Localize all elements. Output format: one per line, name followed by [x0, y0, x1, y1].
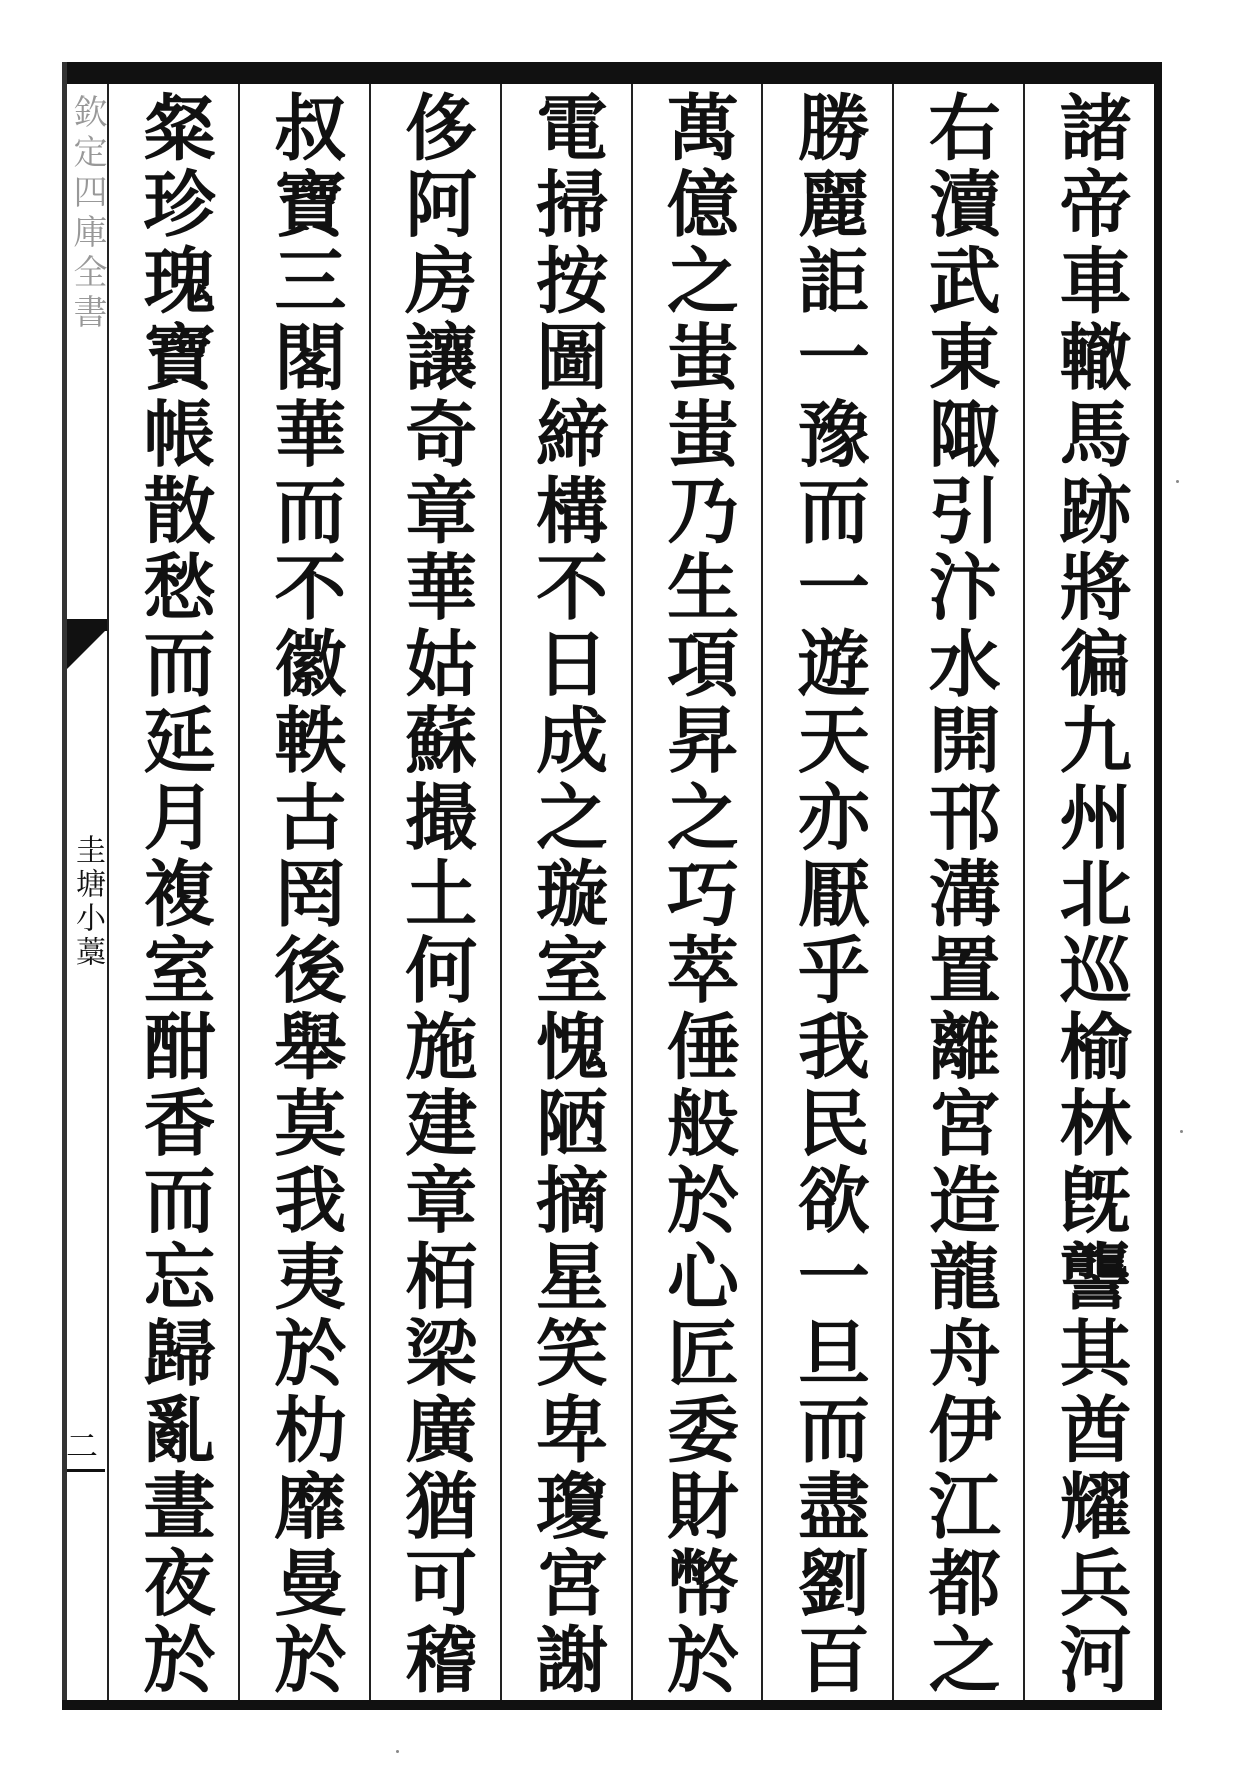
- column-text: 勝麗詎一豫而一遊天亦厭乎我民欲一旦而盡劉百: [785, 90, 871, 1699]
- text-column: [761, 84, 892, 1700]
- scan-speck: [1180, 1130, 1183, 1133]
- frame-bottom-border: [62, 1700, 1162, 1710]
- fold-margin-page-rule: [67, 1469, 105, 1472]
- text-column: [107, 84, 238, 1700]
- column-text: 粲珍瑰寶帳散愁而延月複室酣香而忘歸亂晝夜於: [131, 90, 217, 1699]
- text-column: [238, 84, 369, 1700]
- fold-margin-title: 欽定四庫全書: [67, 94, 107, 334]
- fold-margin-page-number: 二: [61, 1429, 99, 1461]
- column-text: 電掃按圖締構不日成之璇室愧陋摘星笑卑瓊宮謝: [524, 90, 610, 1699]
- column-text: 諸帝車轍馬跡將徧九州北巡榆林旣讋其酋耀兵河: [1047, 90, 1133, 1699]
- column-text: 萬億之蚩蚩乃生項昇之巧萃倕般於心匠委財幣於: [654, 90, 740, 1699]
- text-column: [1023, 84, 1154, 1700]
- scan-speck: [396, 1750, 399, 1753]
- scan-speck: [1176, 480, 1179, 483]
- column-text: 侈阿房讓奇章華姑蘇撮土何施建章栢梁廣猶可稽: [393, 90, 479, 1699]
- text-column: [369, 84, 500, 1700]
- text-column: [631, 84, 762, 1700]
- frame-right-border: [1154, 62, 1162, 1710]
- fold-margin: [61, 84, 109, 1700]
- column-text: 叔寶三閣華而不徽軼古罔後舉莫我夷於朸靡曼於: [262, 90, 348, 1699]
- text-column: [500, 84, 631, 1700]
- text-column: [892, 84, 1023, 1700]
- text-columns: [107, 84, 1154, 1700]
- frame-top-border: [62, 62, 1162, 84]
- fishtail-mark: [67, 629, 107, 669]
- fold-margin-book-title: 圭塘小藁: [70, 834, 105, 970]
- column-text: 右瀆武東陬引汴水開邗溝置離宮造龍舟伊江都之: [916, 90, 1002, 1699]
